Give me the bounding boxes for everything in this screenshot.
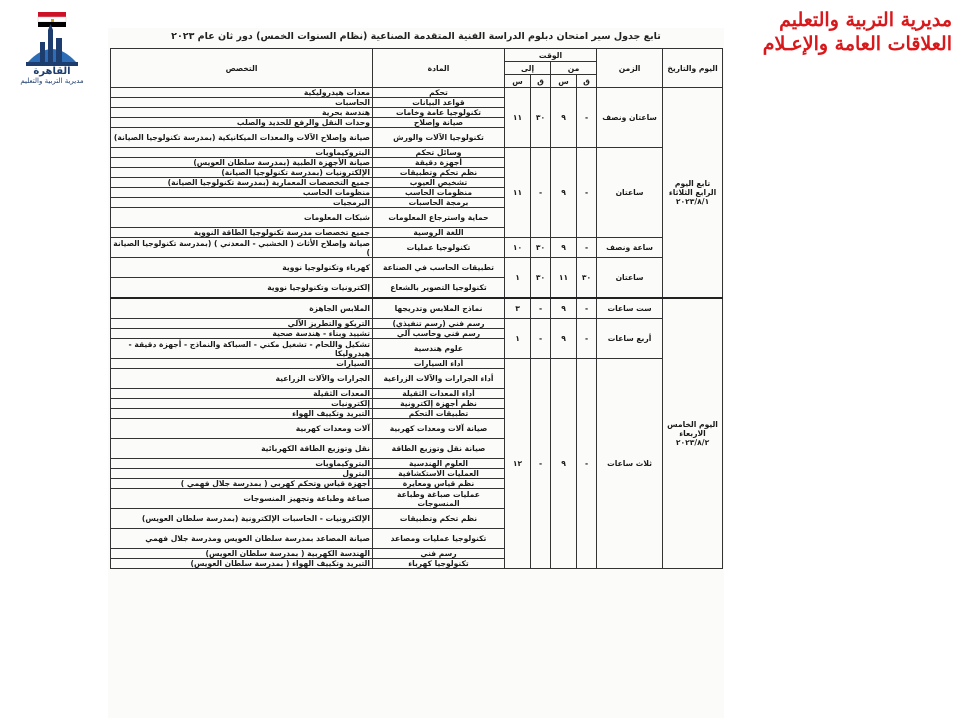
- from-minutes: -: [577, 148, 597, 238]
- day-cell: تابع اليوم الرابع الثلاثاء ٢٠٢٣/٨/١: [663, 88, 723, 299]
- specialty-cell: الجرارات والآلات الزراعية: [111, 369, 373, 389]
- specialty-cell: البترول: [111, 469, 373, 479]
- specialty-cell: البرمجيات: [111, 198, 373, 208]
- subject-cell: أجهزة دقيقة: [373, 158, 505, 168]
- subject-cell: علوم هندسية: [373, 339, 505, 359]
- specialty-cell: المعدات الثقيلة: [111, 389, 373, 399]
- subject-cell: تكنولوجيا كهرباء: [373, 559, 505, 569]
- subject-cell: نظم تحكم وتطبيقات: [373, 168, 505, 178]
- subject-cell: العلوم الهندسية: [373, 459, 505, 469]
- subject-cell: تكنولوجيا عامة وخامات: [373, 108, 505, 118]
- duration-cell: ساعتان ونصف: [597, 88, 663, 148]
- to-minutes: -: [531, 148, 551, 238]
- header-from-minutes: ق: [577, 75, 597, 88]
- from-minutes: -: [577, 88, 597, 148]
- specialty-cell: التريكو والتطريز الآلي: [111, 319, 373, 329]
- to-hours: ١٠: [505, 238, 531, 258]
- subject-cell: أداء المعدات الثقيلة: [373, 389, 505, 399]
- subject-cell: تطبيقات التحكم: [373, 409, 505, 419]
- subject-cell: أداء الجرارات والآلات الزراعية: [373, 369, 505, 389]
- to-hours: ١١: [505, 148, 531, 238]
- cairo-logo: [8, 10, 96, 100]
- from-minutes: -: [577, 238, 597, 258]
- specialty-cell: صيانة وإصلاح الآلات والمعدات الميكانيكية (بمدرسة تكنولوجيا الصيانة): [111, 128, 373, 148]
- subject-cell: العمليات الاستكشافية: [373, 469, 505, 479]
- subject-cell: تشخيص العيوب: [373, 178, 505, 188]
- specialty-cell: آلات ومعدات كهربية: [111, 419, 373, 439]
- header-to-hours: س: [505, 75, 531, 88]
- subject-cell: نماذج الملابس وتدريجها: [373, 298, 505, 319]
- subject-cell: وسائل تحكم: [373, 148, 505, 158]
- subject-cell: صيانة آلات ومعدات كهربية: [373, 419, 505, 439]
- logo-emblem-icon: [22, 10, 82, 68]
- subject-cell: نظم قياس ومعايرة: [373, 479, 505, 489]
- brand-header: [763, 8, 952, 56]
- from-hours: ٩: [551, 148, 577, 238]
- to-minutes: -: [531, 319, 551, 359]
- subject-cell: تحكم: [373, 88, 505, 98]
- brand-line-1: مديرية التربية والتعليم: [779, 9, 952, 31]
- duration-cell: أربع ساعات: [597, 319, 663, 359]
- subject-cell: قواعد البيانات: [373, 98, 505, 108]
- duration-cell: ساعة ونصف: [597, 238, 663, 258]
- from-hours: ٩: [551, 88, 577, 148]
- header-specialty: التخصص: [111, 49, 373, 88]
- specialty-cell: الحاسبات: [111, 98, 373, 108]
- duration-cell: ساعتان: [597, 148, 663, 238]
- specialty-cell: جميع التخصصات المعمارية (بمدرسة تكنولوجيا الصيانة): [111, 178, 373, 188]
- from-minutes: -: [577, 319, 597, 359]
- subject-cell: رسم فني وحاسب آلي: [373, 329, 505, 339]
- schedule-document: [108, 28, 724, 718]
- logo-subtitle: مديرية التربية والتعليم: [20, 77, 84, 85]
- specialty-cell: تشييد وبناء - هندسة صحية: [111, 329, 373, 339]
- document-title: تابع جدول سير امتحان دبلوم الدراسة الفنية المتقدمة الصناعية (نظام السنوات الخمس) دور ثان عام ٢٠٢٣: [171, 31, 661, 42]
- to-minutes: -: [531, 359, 551, 569]
- specialty-cell: شبكات المعلومات: [111, 208, 373, 228]
- to-minutes: ٣٠: [531, 88, 551, 148]
- from-hours: ٩: [551, 298, 577, 319]
- specialty-cell: أجهزة قياس وتحكم كهربي ( بمدرسة جلال فهمي ): [111, 479, 373, 489]
- subject-cell: صيانة وإصلاح: [373, 118, 505, 128]
- from-hours: ٩: [551, 238, 577, 258]
- from-hours: ٩: [551, 359, 577, 569]
- subject-cell: حماية واسترجاع المعلومات: [373, 208, 505, 228]
- specialty-cell: البتروكيماويات: [111, 459, 373, 469]
- subject-cell: رسم فني: [373, 549, 505, 559]
- specialty-cell: صيانة الأجهزة الطبية (بمدرسة سلطان العويس): [111, 158, 373, 168]
- to-hours: ١: [505, 258, 531, 299]
- specialty-cell: جميع تخصصات مدرسة تكنولوجيا الطاقة النووية: [111, 228, 373, 238]
- header-duration: الزمن: [597, 49, 663, 88]
- specialty-cell: صيانة المصاعد بمدرسة سلطان العويس ومدرسة جلال فهمي: [111, 529, 373, 549]
- from-minutes: -: [577, 359, 597, 569]
- duration-cell: ساعتان: [597, 258, 663, 299]
- header-from-hours: س: [551, 75, 577, 88]
- specialty-cell: الإلكترونيات - الحاسبات الإلكترونية (بمدرسة سلطان العويس): [111, 509, 373, 529]
- from-hours: ١١: [551, 258, 577, 299]
- specialty-cell: الملابس الجاهزة: [111, 298, 373, 319]
- subject-cell: منظومات الحاسب: [373, 188, 505, 198]
- to-hours: ١١: [505, 88, 531, 148]
- header-from: من: [551, 62, 597, 75]
- specialty-cell: هندسة بحرية: [111, 108, 373, 118]
- duration-cell: ست ساعات: [597, 298, 663, 319]
- to-minutes: ٣٠: [531, 238, 551, 258]
- brand-line-2: العلاقات العامة والإعـلام: [762, 33, 952, 55]
- from-minutes: -: [577, 298, 597, 319]
- specialty-cell: نقل وتوزيع الطاقة الكهربائية: [111, 439, 373, 459]
- subject-cell: نظم تحكم وتطبيقات: [373, 509, 505, 529]
- specialty-cell: كهرباء وتكنولوجيا نووية: [111, 258, 373, 278]
- subject-cell: تكنولوجيا عمليات ومصاعد: [373, 529, 505, 549]
- subject-cell: عمليات صباغة وطباعة المنسوجات: [373, 489, 505, 509]
- subject-cell: أداء السيارات: [373, 359, 505, 369]
- subject-cell: تكنولوجيا الآلات والورش: [373, 128, 505, 148]
- duration-cell: ثلاث ساعات: [597, 359, 663, 569]
- to-hours: ١: [505, 319, 531, 359]
- subject-cell: تكنولوجيا عمليات: [373, 238, 505, 258]
- specialty-cell: إلكترونيات وتكنولوجيا نووية: [111, 278, 373, 299]
- specialty-cell: وحدات النقل والرفع للحديد والصلب: [111, 118, 373, 128]
- from-minutes: ٣٠: [577, 258, 597, 299]
- subject-cell: تكنولوجيا التصوير بالشعاع: [373, 278, 505, 299]
- header-time: الوقت: [505, 49, 597, 62]
- to-minutes: -: [531, 298, 551, 319]
- subject-cell: صيانة نقل وتوزيع الطاقة: [373, 439, 505, 459]
- subject-cell: تطبيقات الحاسب في الصناعة: [373, 258, 505, 278]
- header-to-minutes: ق: [531, 75, 551, 88]
- to-minutes: ٣٠: [531, 258, 551, 299]
- specialty-cell: صيانة وإصلاح الأثاث ( الخشبي - المعدني ) (بمدرسة تكنولوجيا الصيانة ): [111, 238, 373, 258]
- day-cell: اليوم الخامس الاربعاء ٢٠٢٣/٨/٢: [663, 298, 723, 569]
- schedule-table: [110, 48, 723, 569]
- specialty-cell: تشكيل واللحام - تشغيل مكني - السباكة والنماذج - أجهزة دقيقة - هيدروليكا: [111, 339, 373, 359]
- subject-cell: رسم فني (رسم تنفيذي): [373, 319, 505, 329]
- header-to: إلى: [505, 62, 551, 75]
- subject-cell: برمجة الحاسبات: [373, 198, 505, 208]
- specialty-cell: صباغة وطباعة وتجهيز المنسوجات: [111, 489, 373, 509]
- subject-cell: اللغة الروسية: [373, 228, 505, 238]
- to-hours: ٣: [505, 298, 531, 319]
- header-subject: المادة: [373, 49, 505, 88]
- subject-cell: نظم أجهزة إلكترونية: [373, 399, 505, 409]
- logo-name: القاهرة: [33, 66, 71, 77]
- from-hours: ٩: [551, 319, 577, 359]
- specialty-cell: إلكترونيات: [111, 399, 373, 409]
- specialty-cell: التبريد وتكييف الهواء ( بمدرسة سلطان العويس): [111, 559, 373, 569]
- specialty-cell: السيارات: [111, 359, 373, 369]
- specialty-cell: الإلكترونيات (بمدرسة تكنولوجيا الصيانة): [111, 168, 373, 178]
- specialty-cell: التبريد وتكييف الهواء: [111, 409, 373, 419]
- to-hours: ١٢: [505, 359, 531, 569]
- header-day: اليوم والتاريخ: [663, 49, 723, 88]
- specialty-cell: البتروكيماويات: [111, 148, 373, 158]
- specialty-cell: منظومات الحاسب: [111, 188, 373, 198]
- specialty-cell: معدات هيدروليكية: [111, 88, 373, 98]
- specialty-cell: الهندسة الكهربية ( بمدرسة سلطان العويس): [111, 549, 373, 559]
